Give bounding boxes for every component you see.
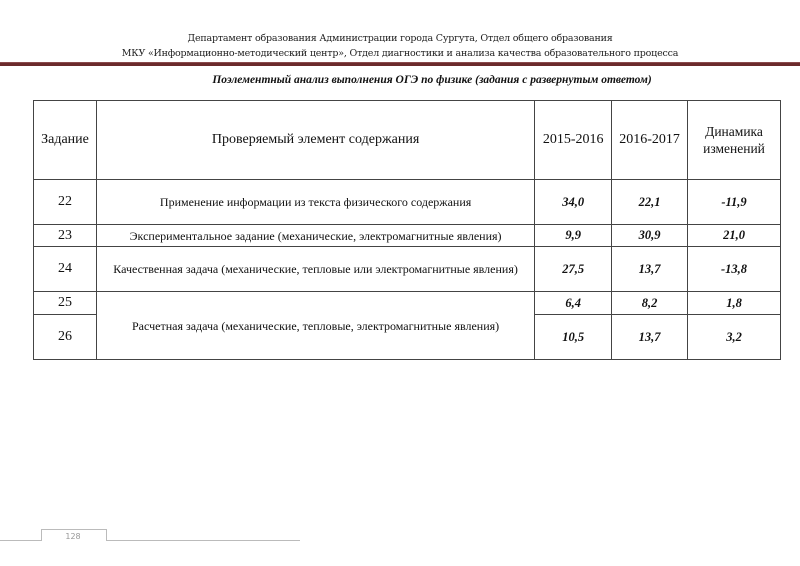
header-department: Департамент образования Администрации города Сургута, Отдел общего образования bbox=[187, 33, 613, 44]
task-number: 23 bbox=[34, 225, 97, 247]
footer-line-right bbox=[105, 540, 300, 541]
task-number: 22 bbox=[34, 180, 97, 225]
column-header-task: Задание bbox=[34, 101, 97, 180]
column-header-dynamics: Динамика изменений bbox=[688, 101, 781, 180]
column-header-2016-2017: 2016-2017 bbox=[612, 101, 688, 180]
value-2016-2017: 22,1 bbox=[612, 180, 688, 225]
content-element: Расчетная задача (механические, тепловые, электромагнитные явления) bbox=[96, 292, 534, 360]
content-element: Качественная задача (механические, тепловые или электромагнитные явления) bbox=[96, 247, 534, 292]
task-number: 24 bbox=[34, 247, 97, 292]
value-2016-2017: 13,7 bbox=[612, 247, 688, 292]
table-row bbox=[34, 225, 781, 247]
header-center: МКУ «Информационно-методический центр», Отдел диагностики и анализа качества образовательного процесса bbox=[121, 48, 679, 59]
table-row bbox=[34, 292, 781, 315]
page-number: 128 bbox=[65, 532, 81, 541]
column-header-element: Проверяемый элемент содержания bbox=[96, 101, 534, 180]
value-dynamics: 21,0 bbox=[688, 225, 781, 247]
value-dynamics: 3,2 bbox=[688, 315, 781, 360]
value-2015-2016: 10,5 bbox=[535, 315, 612, 360]
value-2015-2016: 27,5 bbox=[535, 247, 612, 292]
value-2015-2016: 34,0 bbox=[535, 180, 612, 225]
table-row bbox=[34, 180, 781, 225]
value-dynamics: -11,9 bbox=[688, 180, 781, 225]
value-2016-2017: 30,9 bbox=[612, 225, 688, 247]
value-2015-2016: 6,4 bbox=[535, 292, 612, 315]
task-number: 25 bbox=[34, 292, 97, 315]
results-table bbox=[33, 100, 781, 360]
table-caption: Поэлементный анализ выполнения ОГЭ по физике (задания с развернутым ответом) bbox=[212, 74, 652, 86]
footer-line-left bbox=[0, 540, 42, 541]
value-2016-2017: 8,2 bbox=[612, 292, 688, 315]
value-dynamics: -13,8 bbox=[688, 247, 781, 292]
content-element: Экспериментальное задание (механические, электромагнитные явления) bbox=[96, 225, 534, 247]
content-element: Применение информации из текста физического содержания bbox=[96, 180, 534, 225]
value-2015-2016: 9,9 bbox=[535, 225, 612, 247]
table-row bbox=[34, 247, 781, 292]
value-dynamics: 1,8 bbox=[688, 292, 781, 315]
column-header-2015-2016: 2015-2016 bbox=[535, 101, 612, 180]
table-header-row bbox=[34, 101, 781, 180]
value-2016-2017: 13,7 bbox=[612, 315, 688, 360]
header-divider bbox=[0, 62, 800, 66]
task-number: 26 bbox=[34, 315, 97, 360]
